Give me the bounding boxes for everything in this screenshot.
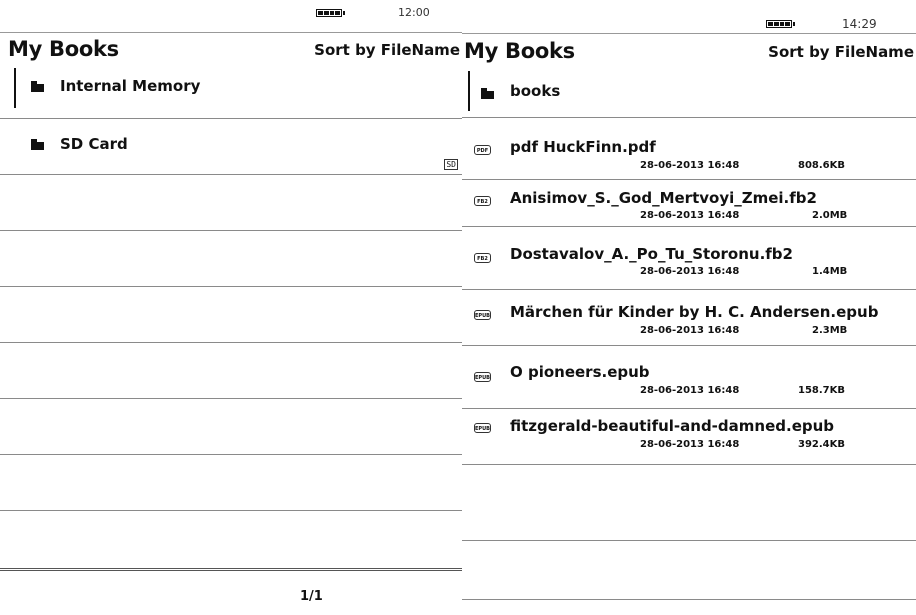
epub-file-icon: EPUB <box>474 423 491 433</box>
list-item-empty <box>0 175 462 231</box>
file-row[interactable] <box>462 180 916 227</box>
page-title: My Books <box>464 39 575 63</box>
list-item-empty <box>0 343 462 399</box>
fb2-file-icon: FB2 <box>474 196 491 206</box>
file-name: pdf HuckFinn.pdf <box>510 138 656 156</box>
list-item-internal-memory[interactable] <box>0 63 462 119</box>
list-item-sd-card[interactable] <box>0 119 462 175</box>
file-name: O pioneers.epub <box>510 363 650 381</box>
status-bar <box>0 0 462 30</box>
file-date: 28-06-2013 16:48 <box>640 325 740 336</box>
page-title: My Books <box>8 37 119 61</box>
file-row[interactable] <box>462 227 916 290</box>
file-size: 808.6KB <box>798 160 846 171</box>
file-size: 2.3MB <box>812 325 848 336</box>
epub-file-icon: EPUB <box>474 310 491 320</box>
file-name: Dostavalov_A._Po_Tu_Storonu.fb2 <box>510 245 793 263</box>
file-row[interactable] <box>462 290 916 346</box>
file-date: 28-06-2013 16:48 <box>640 160 740 171</box>
fb2-file-icon: FB2 <box>474 253 491 263</box>
file-date: 28-06-2013 16:48 <box>640 210 740 221</box>
list-item-empty <box>0 455 462 511</box>
pagination-bar <box>0 568 462 615</box>
list-item-empty <box>462 465 916 541</box>
title-bar <box>462 33 916 64</box>
list-item-empty <box>462 541 916 600</box>
title-bar <box>0 32 462 63</box>
clock: 12:00 <box>398 6 430 19</box>
file-date: 28-06-2013 16:48 <box>640 439 740 450</box>
file-name: Märchen für Kinder by H. C. Andersen.epub <box>510 303 879 321</box>
folder-icon <box>31 141 44 150</box>
list-item-empty <box>0 287 462 343</box>
file-size: 2.0MB <box>812 210 848 221</box>
battery-icon <box>316 9 342 17</box>
folder-icon <box>481 90 494 99</box>
folder-icon <box>31 83 44 92</box>
battery-icon <box>766 20 792 28</box>
list-item-empty <box>0 399 462 455</box>
file-row[interactable] <box>462 346 916 409</box>
file-size: 392.4KB <box>798 439 846 450</box>
sort-button[interactable]: Sort by FileName <box>314 41 460 59</box>
list-item-folder-books[interactable] <box>462 66 916 118</box>
selection-indicator <box>14 68 16 108</box>
sd-card-icon: SD <box>446 160 456 169</box>
file-name: Anisimov_S._God_Mertvoyi_Zmei.fb2 <box>510 189 817 207</box>
pdf-file-icon: PDF <box>474 145 491 155</box>
file-date: 28-06-2013 16:48 <box>640 266 740 277</box>
file-name: fitzgerald-beautiful-and-damned.epub <box>510 417 835 435</box>
list-item-label: SD Card <box>60 135 128 153</box>
file-size: 1.4MB <box>812 266 848 277</box>
file-row[interactable] <box>462 409 916 465</box>
list-item-label: Internal Memory <box>60 77 201 95</box>
list-item-empty <box>0 231 462 287</box>
page-indicator: 1/1 <box>300 589 323 604</box>
right-screen <box>462 0 916 615</box>
epub-file-icon: EPUB <box>474 372 491 382</box>
file-size: 158.7KB <box>798 385 846 396</box>
file-date: 28-06-2013 16:48 <box>640 385 740 396</box>
sort-button[interactable]: Sort by FileName <box>768 43 914 61</box>
list-item-label: books <box>510 82 561 100</box>
clock: 14:29 <box>842 17 877 31</box>
status-bar <box>462 0 916 30</box>
file-row[interactable] <box>462 133 916 180</box>
selection-indicator <box>468 71 470 111</box>
